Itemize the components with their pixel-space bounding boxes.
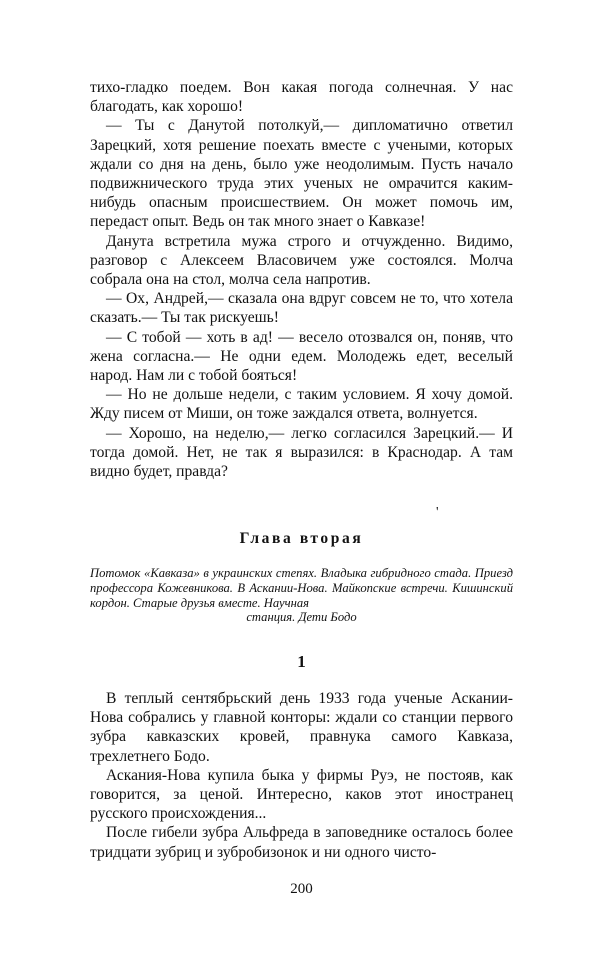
paragraph: — Ох, Андрей,— сказала она вдруг совсем не то, что хотела сказать.— Ты так рискуешь! xyxy=(90,290,513,327)
page-number: 200 xyxy=(290,881,313,897)
stray-mark: ' xyxy=(436,505,439,520)
paragraph: — Хорошо, на неделю,— легко согласился Зарецкий.— И тогда домой. Нет, не так я выразился: в Краснодар. А там видно будет, правда? xyxy=(90,424,513,481)
chapter-summary xyxy=(90,566,513,625)
chapter-summary-last-line: станция. Дети Бодо xyxy=(246,610,357,625)
paragraph: После гибели зубра Альфреда в заповеднике осталось более тридцати зубриц и зубробизонок и ни одного чисто- xyxy=(90,824,513,861)
paragraph: тихо-гладко поедем. Вон какая погода солнечная. У нас благодать, как хорошо! xyxy=(90,79,513,116)
section-number: 1 xyxy=(297,652,306,671)
text-block-top xyxy=(90,78,513,481)
paragraph: — С тобой — хоть в ад! — весело отозвался он, поняв, что жена согласна.— Не одни едем. Молодежь едет, веселый народ. Нам ли с тобой бояться! xyxy=(90,328,513,385)
text-block-bottom xyxy=(90,689,513,862)
paragraph: В теплый сентябрьский день 1933 года ученые Аскании-Нова собрались у главной конторы: ждали со станции первого зубра кавказских кровей, правнука самого Кавказа, трехлетнего Бодо. xyxy=(90,690,513,765)
paragraph: Аскания-Нова купила быка у фирмы Руэ, не постояв, как говорится, за ценой. Интересно, каков этот иностранец русского происхождения... xyxy=(90,766,513,823)
chapter-summary-body: Потомок «Кавказа» в украинских степях. Владыка гибридного стада. Приезд профессора Кожевникова. В Аскании-Нова. Майкопские встречи. Кишинский кордон. Старые друзья вместе. Научная xyxy=(90,566,513,610)
paragraph: Данута встретила мужа строго и отчужденно. Видимо, разговор с Алексеем Власовичем уже состоялся. Молча собрала она на стол, молча села напротив. xyxy=(90,232,513,289)
paragraph: — Ты с Данутой потолкуй,— дипломатично ответил Зарецкий, хотя решение поехать вместе с учеными, которых ждали со дня на день, было уже неодолимым. Пусть начало подвижнического труда этих ученых не омрачится каким-нибудь опасным происшествием. Он может помочь им, передаст опыт. Ведь он так много знает о Кавказе! xyxy=(90,117,513,231)
chapter-title: Глава вторая xyxy=(239,530,364,547)
paragraph: — Но не дольше недели, с таким условием. Я хочу домой. Жду писем от Миши, он тоже заждался ответа, волнуется. xyxy=(90,386,513,423)
